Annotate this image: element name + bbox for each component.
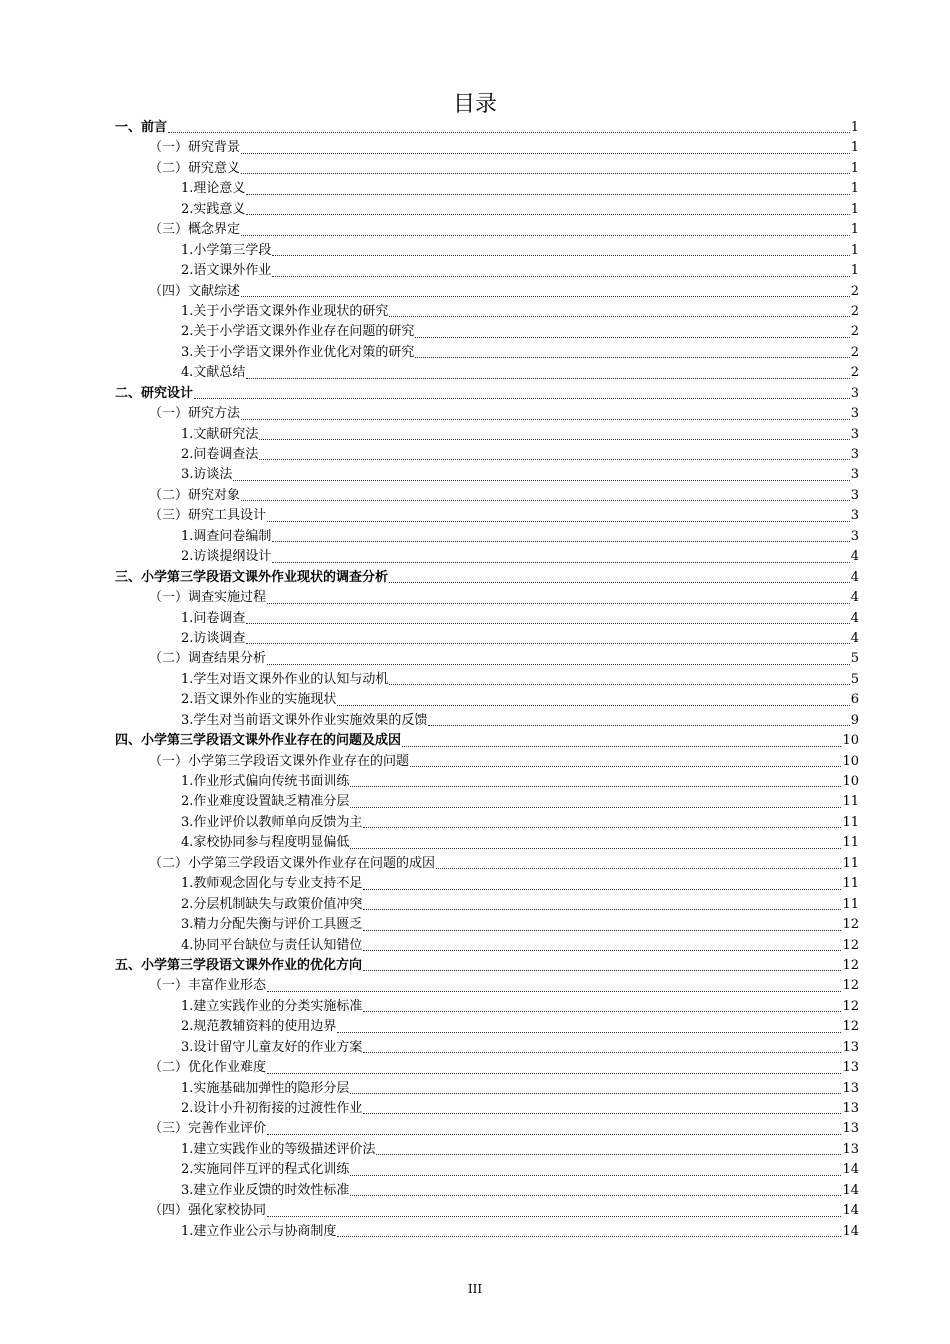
toc-entry-page: 1 bbox=[850, 201, 859, 217]
toc-entry-text: 1.文献研究法 bbox=[181, 426, 259, 442]
toc-entry[interactable] bbox=[115, 752, 859, 772]
toc-entry-text: （三）完善作业评价 bbox=[149, 1121, 267, 1137]
toc-entry[interactable] bbox=[115, 486, 859, 506]
toc-entry-page: 1 bbox=[850, 263, 859, 279]
toc-leader-dots bbox=[415, 336, 849, 338]
toc-entry-page: 5 bbox=[850, 651, 859, 667]
toc-leader-dots bbox=[350, 847, 841, 849]
toc-entry[interactable] bbox=[115, 649, 859, 669]
toc-leader-dots bbox=[350, 785, 841, 787]
toc-entry-page: 2 bbox=[850, 283, 859, 299]
toc-entry-text: 3.精力分配失衡与评价工具匮乏 bbox=[181, 917, 363, 933]
toc-entry-text: 一、前言 bbox=[115, 120, 168, 135]
toc-leader-dots bbox=[259, 438, 849, 440]
toc-entry[interactable] bbox=[115, 159, 859, 179]
toc-leader-dots bbox=[246, 193, 849, 195]
toc-entry-text: （四）文献综述 bbox=[149, 283, 241, 299]
toc-entry-page: 6 bbox=[850, 692, 859, 708]
toc-entry[interactable] bbox=[115, 1038, 859, 1058]
toc-entry-page: 1 bbox=[850, 160, 859, 176]
toc-entry-page: 4 bbox=[850, 549, 859, 565]
toc-leader-dots bbox=[233, 479, 849, 481]
toc-entry-page: 3 bbox=[850, 385, 859, 401]
toc-entry-text: 1.实施基础加弹性的隐形分层 bbox=[181, 1080, 350, 1096]
toc-leader-dots bbox=[350, 1092, 841, 1094]
toc-leader-dots bbox=[402, 745, 841, 747]
toc-entry-text: 2.规范教辅资料的使用边界 bbox=[181, 1019, 337, 1035]
toc-leader-dots bbox=[389, 581, 850, 583]
toc-entry-page: 1 bbox=[850, 222, 859, 238]
toc-entry-page: 13 bbox=[842, 1141, 859, 1157]
toc-entry-text: 1.建立实践作业的等级描述评价法 bbox=[181, 1141, 376, 1157]
toc-entry-page: 12 bbox=[842, 917, 859, 933]
toc-entry[interactable] bbox=[115, 1079, 859, 1099]
toc-entry-page: 10 bbox=[842, 733, 859, 749]
toc-leader-dots bbox=[376, 1153, 841, 1155]
toc-entry-text: 2.设计小升初衔接的过渡性作业 bbox=[181, 1101, 363, 1116]
toc-leader-dots bbox=[272, 540, 849, 542]
toc-entry-page: 4 bbox=[850, 610, 859, 626]
toc-leader-dots bbox=[272, 254, 849, 256]
toc-entry-page: 14 bbox=[842, 1223, 859, 1239]
toc-entry[interactable] bbox=[115, 936, 859, 956]
toc-entry[interactable] bbox=[115, 1222, 859, 1242]
toc-leader-dots bbox=[350, 1174, 841, 1176]
toc-entry-page: 11 bbox=[842, 814, 859, 830]
toc-entry[interactable] bbox=[115, 1201, 859, 1221]
toc-entry-text: 3.关于小学语文课外作业优化对策的研究 bbox=[181, 344, 415, 360]
toc-entry-text: 1.作业形式偏向传统书面训练 bbox=[181, 774, 350, 789]
toc-entry-page: 11 bbox=[842, 855, 859, 871]
toc-entry-text: 五、小学第三学段语文课外作业的优化方向 bbox=[115, 957, 363, 973]
toc-leader-dots bbox=[428, 724, 849, 726]
toc-entry-text: （二）研究对象 bbox=[149, 487, 241, 503]
toc-entry[interactable] bbox=[115, 363, 859, 383]
toc-leader-dots bbox=[363, 949, 841, 951]
toc-entry[interactable] bbox=[115, 629, 859, 649]
toc-entry-page: 3 bbox=[850, 426, 859, 442]
toc-entry-text: 1.学生对语文课外作业的认知与动机 bbox=[181, 671, 389, 687]
toc-entry-page: 4 bbox=[850, 630, 859, 646]
toc-entry[interactable] bbox=[115, 568, 859, 588]
toc-entry-text: （一）调查实施过程 bbox=[149, 590, 267, 606]
toc-entry[interactable] bbox=[115, 1058, 859, 1078]
toc-entry-page: 10 bbox=[842, 774, 859, 789]
table-of-contents bbox=[115, 118, 859, 1242]
toc-entry[interactable] bbox=[115, 343, 859, 363]
toc-entry-page: 12 bbox=[842, 1019, 859, 1035]
toc-leader-dots bbox=[337, 704, 849, 706]
toc-leader-dots bbox=[363, 1051, 841, 1053]
toc-entry[interactable] bbox=[115, 425, 859, 445]
toc-entry[interactable] bbox=[115, 1181, 859, 1201]
toc-leader-dots bbox=[350, 806, 841, 808]
toc-leader-dots bbox=[241, 172, 850, 174]
toc-leader-dots bbox=[168, 131, 850, 133]
toc-entry-text: 2.实践意义 bbox=[181, 201, 246, 217]
toc-entry[interactable] bbox=[115, 138, 859, 158]
toc-leader-dots bbox=[267, 1215, 841, 1217]
toc-entry-page: 3 bbox=[850, 508, 859, 524]
toc-entry-text: 2.分层机制缺失与政策价值冲突 bbox=[181, 896, 363, 912]
toc-entry[interactable] bbox=[115, 241, 859, 261]
toc-entry[interactable] bbox=[115, 976, 859, 996]
toc-entry-page: 13 bbox=[842, 1080, 859, 1096]
toc-entry[interactable] bbox=[115, 854, 859, 874]
toc-entry[interactable] bbox=[115, 609, 859, 629]
toc-entry-page: 3 bbox=[850, 467, 859, 483]
toc-entry[interactable] bbox=[115, 445, 859, 465]
toc-entry-text: （二）小学第三学段语文课外作业存在问题的成因 bbox=[149, 855, 436, 871]
toc-entry[interactable] bbox=[115, 731, 859, 751]
toc-entry[interactable] bbox=[115, 404, 859, 424]
toc-leader-dots bbox=[272, 561, 849, 563]
toc-entry-page: 9 bbox=[850, 712, 859, 728]
toc-entry-page: 14 bbox=[842, 1203, 859, 1219]
toc-entry-page: 12 bbox=[842, 998, 859, 1014]
toc-leader-dots bbox=[241, 152, 850, 154]
toc-entry-page: 1 bbox=[850, 181, 859, 197]
toc-leader-dots bbox=[194, 397, 850, 399]
toc-entry[interactable] bbox=[115, 302, 859, 322]
toc-entry-text: 3.学生对当前语文课外作业实施效果的反馈 bbox=[181, 712, 428, 728]
toc-entry-text: 1.建立实践作业的分类实施标准 bbox=[181, 998, 363, 1014]
toc-entry-text: 三、小学第三学段语文课外作业现状的调查分析 bbox=[115, 569, 389, 585]
toc-entry-text: 1.小学第三学段 bbox=[181, 242, 272, 258]
toc-entry[interactable] bbox=[115, 1140, 859, 1160]
toc-entry-text: 2.访谈调查 bbox=[181, 630, 246, 646]
toc-leader-dots bbox=[363, 1010, 841, 1012]
toc-entry[interactable] bbox=[115, 895, 859, 915]
toc-leader-dots bbox=[267, 663, 850, 665]
toc-leader-dots bbox=[415, 356, 849, 358]
toc-entry[interactable] bbox=[115, 118, 859, 138]
toc-entry-page: 13 bbox=[842, 1039, 859, 1055]
toc-entry-text: 2.问卷调查法 bbox=[181, 447, 259, 462]
toc-entry[interactable] bbox=[115, 506, 859, 526]
toc-entry-text: （四）强化家校协同 bbox=[149, 1203, 267, 1219]
toc-leader-dots bbox=[363, 1112, 841, 1114]
toc-entry-text: 4.协同平台缺位与责任认知错位 bbox=[181, 937, 363, 953]
toc-entry[interactable] bbox=[115, 282, 859, 302]
toc-entry-text: 1.问卷调查 bbox=[181, 610, 246, 626]
toc-entry-page: 12 bbox=[842, 957, 859, 973]
toc-entry[interactable] bbox=[115, 465, 859, 485]
toc-entry-text: 2.访谈提纲设计 bbox=[181, 549, 272, 565]
toc-entry-text: 4.文献总结 bbox=[181, 365, 246, 381]
toc-entry-text: （一）丰富作业形态 bbox=[149, 978, 267, 994]
toc-leader-dots bbox=[267, 990, 841, 992]
toc-entry[interactable] bbox=[115, 1099, 859, 1119]
toc-leader-dots bbox=[389, 683, 849, 685]
toc-title: 目录 bbox=[452, 92, 497, 117]
toc-entry[interactable] bbox=[115, 1017, 859, 1037]
toc-leader-dots bbox=[259, 458, 849, 460]
toc-entry[interactable] bbox=[115, 547, 859, 567]
toc-entry[interactable] bbox=[115, 833, 859, 853]
toc-entry-text: （一）研究背景 bbox=[149, 140, 241, 156]
toc-leader-dots bbox=[410, 765, 841, 767]
toc-leader-dots bbox=[246, 642, 849, 644]
toc-entry-page: 12 bbox=[842, 978, 859, 994]
toc-entry-text: 二、研究设计 bbox=[115, 385, 194, 401]
toc-leader-dots bbox=[363, 908, 841, 910]
toc-entry-page: 3 bbox=[850, 447, 859, 462]
toc-entry-text: 1.关于小学语文课外作业现状的研究 bbox=[181, 303, 389, 319]
toc-entry[interactable] bbox=[115, 813, 859, 833]
toc-entry-page: 3 bbox=[850, 528, 859, 544]
toc-leader-dots bbox=[241, 295, 850, 297]
toc-leader-dots bbox=[389, 315, 849, 317]
toc-leader-dots bbox=[246, 622, 849, 624]
toc-entry-text: （二）调查结果分析 bbox=[149, 651, 267, 667]
toc-entry[interactable] bbox=[115, 1160, 859, 1180]
toc-entry-page: 11 bbox=[842, 794, 859, 810]
toc-leader-dots bbox=[267, 1133, 841, 1135]
toc-entry-page: 1 bbox=[850, 120, 859, 135]
toc-entry-page: 4 bbox=[850, 569, 859, 585]
toc-entry-text: （一）研究方法 bbox=[149, 406, 241, 422]
toc-leader-dots bbox=[436, 867, 841, 869]
toc-entry[interactable] bbox=[115, 874, 859, 894]
toc-entry-page: 11 bbox=[842, 876, 859, 892]
toc-entry[interactable] bbox=[115, 772, 859, 792]
toc-entry-text: 4.家校协同参与程度明显偏低 bbox=[181, 835, 350, 851]
toc-entry-text: 2.语文课外作业 bbox=[181, 263, 272, 279]
toc-leader-dots bbox=[246, 377, 849, 379]
toc-entry-text: 2.作业难度设置缺乏精准分层 bbox=[181, 794, 350, 810]
toc-entry-page: 13 bbox=[842, 1101, 859, 1116]
toc-entry-text: 1.调查问卷编制 bbox=[181, 528, 272, 544]
toc-leader-dots bbox=[363, 969, 841, 971]
toc-entry[interactable] bbox=[115, 200, 859, 220]
toc-leader-dots bbox=[363, 826, 841, 828]
toc-entry-text: 3.访谈法 bbox=[181, 467, 233, 483]
toc-entry-page: 10 bbox=[842, 753, 859, 769]
toc-entry-page: 3 bbox=[850, 487, 859, 503]
toc-leader-dots bbox=[267, 520, 850, 522]
toc-entry[interactable] bbox=[115, 384, 859, 404]
toc-entry-page: 13 bbox=[842, 1121, 859, 1137]
toc-entry-text: （三）研究工具设计 bbox=[149, 508, 267, 524]
toc-leader-dots bbox=[337, 1031, 841, 1033]
toc-entry-page: 2 bbox=[850, 324, 859, 340]
toc-entry[interactable] bbox=[115, 915, 859, 935]
toc-entry-page: 2 bbox=[850, 365, 859, 381]
toc-entry-text: 2.语文课外作业的实施现状 bbox=[181, 692, 337, 708]
toc-entry-page: 14 bbox=[842, 1162, 859, 1178]
toc-entry-text: 1.建立作业公示与协商制度 bbox=[181, 1223, 337, 1239]
toc-entry[interactable] bbox=[115, 711, 859, 731]
toc-entry-page: 3 bbox=[850, 406, 859, 422]
toc-entry[interactable] bbox=[115, 527, 859, 547]
toc-entry-text: 1.理论意义 bbox=[181, 181, 246, 197]
toc-entry-page: 11 bbox=[842, 835, 859, 851]
toc-leader-dots bbox=[267, 1072, 841, 1074]
toc-entry[interactable] bbox=[115, 997, 859, 1017]
toc-leader-dots bbox=[337, 1235, 841, 1237]
toc-entry[interactable] bbox=[115, 1119, 859, 1139]
toc-entry[interactable] bbox=[115, 220, 859, 240]
toc-leader-dots bbox=[363, 929, 841, 931]
toc-entry-text: 3.设计留守儿童友好的作业方案 bbox=[181, 1039, 363, 1055]
toc-leader-dots bbox=[241, 499, 850, 501]
toc-entry-text: （二）优化作业难度 bbox=[149, 1060, 267, 1076]
toc-entry-text: （一）小学第三学段语文课外作业存在的问题 bbox=[149, 753, 410, 769]
toc-entry-page: 2 bbox=[850, 303, 859, 319]
toc-leader-dots bbox=[267, 602, 850, 604]
toc-entry-page: 12 bbox=[842, 937, 859, 953]
toc-entry-page: 1 bbox=[850, 140, 859, 156]
toc-entry-text: 四、小学第三学段语文课外作业存在的问题及成因 bbox=[115, 733, 402, 749]
toc-entry[interactable] bbox=[115, 792, 859, 812]
toc-entry[interactable] bbox=[115, 670, 859, 690]
toc-leader-dots bbox=[363, 888, 841, 890]
toc-entry-page: 13 bbox=[842, 1060, 859, 1076]
toc-entry[interactable] bbox=[115, 588, 859, 608]
toc-entry[interactable] bbox=[115, 261, 859, 281]
toc-entry-text: 2.关于小学语文课外作业存在问题的研究 bbox=[181, 324, 415, 340]
toc-entry-text: 1.教师观念固化与专业支持不足 bbox=[181, 876, 363, 892]
toc-entry[interactable] bbox=[115, 322, 859, 342]
toc-entry-text: （三）概念界定 bbox=[149, 222, 241, 238]
toc-leader-dots bbox=[246, 213, 849, 215]
toc-entry-text: （二）研究意义 bbox=[149, 160, 241, 176]
toc-entry[interactable] bbox=[115, 956, 859, 976]
toc-entry-page: 1 bbox=[850, 242, 859, 258]
toc-entry[interactable] bbox=[115, 179, 859, 199]
toc-entry-page: 11 bbox=[842, 896, 859, 912]
toc-leader-dots bbox=[241, 234, 850, 236]
toc-entry-page: 4 bbox=[850, 590, 859, 606]
toc-leader-dots bbox=[350, 1194, 841, 1196]
toc-entry-text: 3.作业评价以教师单向反馈为主 bbox=[181, 814, 363, 830]
toc-entry-text: 3.建立作业反馈的时效性标准 bbox=[181, 1182, 350, 1198]
page-number: III bbox=[467, 1282, 483, 1296]
toc-leader-dots bbox=[241, 418, 850, 420]
toc-entry-page: 14 bbox=[842, 1182, 859, 1198]
toc-entry-page: 5 bbox=[850, 671, 859, 687]
toc-entry-text: 2.实施同伴互评的程式化训练 bbox=[181, 1162, 350, 1178]
toc-entry-page: 2 bbox=[850, 344, 859, 360]
toc-leader-dots bbox=[272, 275, 849, 277]
toc-entry[interactable] bbox=[115, 690, 859, 710]
